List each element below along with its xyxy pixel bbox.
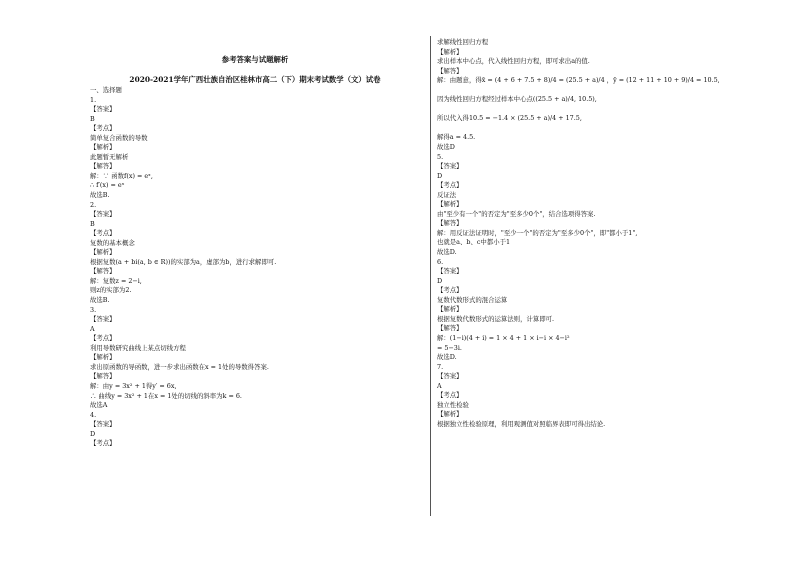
text-line: 复数的基本概念 xyxy=(90,238,135,247)
text-line xyxy=(437,86,757,96)
text-line: 解：用反证法证明时，"至少一个"的否定为"至多少0个"，即"都小于1", xyxy=(437,228,638,237)
text-line: D xyxy=(90,429,96,438)
text-line: 故选B. xyxy=(90,191,110,200)
text-line: 【解答】 xyxy=(90,372,116,381)
text-line: 3. xyxy=(90,305,97,314)
text-line: 【考点】 xyxy=(437,391,463,400)
text-line: A xyxy=(437,381,442,390)
text-line: 1. xyxy=(90,95,97,104)
text-line: B xyxy=(90,114,95,123)
right-column xyxy=(437,38,757,429)
text-line xyxy=(437,124,757,134)
text-line: 【答案】 xyxy=(90,210,116,219)
column-divider xyxy=(430,36,431,516)
text-line: 【解析】 xyxy=(437,47,463,56)
text-line: 【考点】 xyxy=(437,286,463,295)
text-line: 所以代入得10.5 = −1.4 × (25.5 + a)/4 + 17.5, xyxy=(437,114,582,123)
text-line: = 5−3i. xyxy=(437,343,462,352)
text-line: 【答案】 xyxy=(437,267,463,276)
text-line: D xyxy=(437,171,443,180)
text-line: 【解析】 xyxy=(90,143,116,152)
text-line: 故选B. xyxy=(90,296,110,305)
text-line: ∴ f′(x) = eˣ xyxy=(90,181,125,190)
exam-subtitle: 2020-2021学年广西壮族自治区桂林市高二（下）期末考试数学（文）试卷 xyxy=(129,75,381,84)
page-title: 参考答案与试题解析 xyxy=(221,55,289,64)
text-line: 【考点】 xyxy=(90,229,116,238)
text-line: 根据复数代数形式的运算法则，计算即可. xyxy=(437,314,555,323)
text-line: 【答案】 xyxy=(437,162,463,171)
text-line: 解：∵ 函数f(x) = eˣ, xyxy=(90,171,153,180)
text-line: 【解答】 xyxy=(90,267,116,276)
text-line: 利用导数研究曲线上某点切线方程 xyxy=(90,343,186,352)
text-line: 求解线性回归方程 xyxy=(437,38,489,46)
text-line: 反证法 xyxy=(437,190,457,199)
text-line: 【解析】 xyxy=(437,305,463,314)
text-line: ∴ 曲线y = 3x² + 1在x = 1处的切线的斜率为k = 6. xyxy=(90,391,242,400)
text-line: 【解答】 xyxy=(90,162,116,171)
text-line: 【解答】 xyxy=(437,66,463,75)
text-line: 【答案】 xyxy=(90,105,116,114)
text-line: 2. xyxy=(90,200,97,209)
text-line: 解：复数z = 2−i, xyxy=(90,276,142,285)
text-line: 此题暂无解析 xyxy=(90,152,129,161)
text-line: 【考点】 xyxy=(90,124,116,133)
text-line: 根据独立性检验原理，利用观测值对照临界表即可得出结论. xyxy=(437,419,606,428)
text-line: 独立性检验 xyxy=(437,400,469,409)
text-line: 6. xyxy=(437,257,444,266)
text-line: 解：由题意，得x̄ = (4 + 6 + 7.5 + 8)/4 = (25.5 + a)/4 ，ȳ = (12 + 11 + 10 + 9)/4 = 10.5, xyxy=(437,76,720,85)
text-line: 求出样本中心点，代入线性回归方程，即可求出a的值. xyxy=(437,57,590,66)
text-line: 【考点】 xyxy=(90,334,116,343)
text-line: 【解析】 xyxy=(90,248,116,257)
text-line: 解：(1−i)(4 + i) = 1 × 4 + 1 × i−i × 4−i² xyxy=(437,333,570,342)
text-line: 【解答】 xyxy=(437,324,463,333)
text-line: 【解析】 xyxy=(437,200,463,209)
text-line: 故选D. xyxy=(437,248,457,257)
text-line: 则z的实部为2. xyxy=(90,286,132,295)
text-line: 故选D xyxy=(437,143,455,152)
text-line: 也就是a、b、c中都小于1 xyxy=(437,238,511,247)
left-column xyxy=(90,60,420,449)
text-line: 因为线性回归方程经过样本中心点((25.5 + a)/4, 10.5), xyxy=(437,95,597,104)
text-line: 解：由y = 3x² + 1得y′ = 6x, xyxy=(90,381,177,390)
text-line xyxy=(437,105,757,115)
text-line: 一、选择题 xyxy=(90,86,122,94)
text-line: 【考点】 xyxy=(90,439,116,448)
text-line: 故选D. xyxy=(437,353,457,362)
text-line: A xyxy=(90,324,95,333)
text-line: 简单复合函数的导数 xyxy=(90,133,148,142)
text-line: 【答案】 xyxy=(90,315,116,324)
text-line: 由"至少有一个"的否定为"至多少0个"，结合选项得答案. xyxy=(437,209,596,218)
text-line: 5. xyxy=(437,152,444,161)
text-line: 复数代数形式的混合运算 xyxy=(437,295,508,304)
text-line: 故选A xyxy=(90,401,108,410)
text-line: 4. xyxy=(90,410,97,419)
text-line: 7. xyxy=(437,362,444,371)
text-line: B xyxy=(90,219,95,228)
text-line: 求出原函数的导函数，进一步求出函数在x = 1处的导数得答案. xyxy=(90,362,269,371)
text-line: 【解析】 xyxy=(90,353,116,362)
text-line: 【答案】 xyxy=(437,372,463,381)
text-line: 【答案】 xyxy=(90,420,116,429)
text-line: 根据复数(a + bi(a, b ∈ R))的实部为a，虚部为b，进行求解即可. xyxy=(90,257,277,266)
text-line: 【解答】 xyxy=(437,219,463,228)
text-line: 【解析】 xyxy=(437,410,463,419)
text-line: D xyxy=(437,276,443,285)
text-line: 解得a = 4.5. xyxy=(437,133,476,142)
text-line: 【考点】 xyxy=(437,181,463,190)
